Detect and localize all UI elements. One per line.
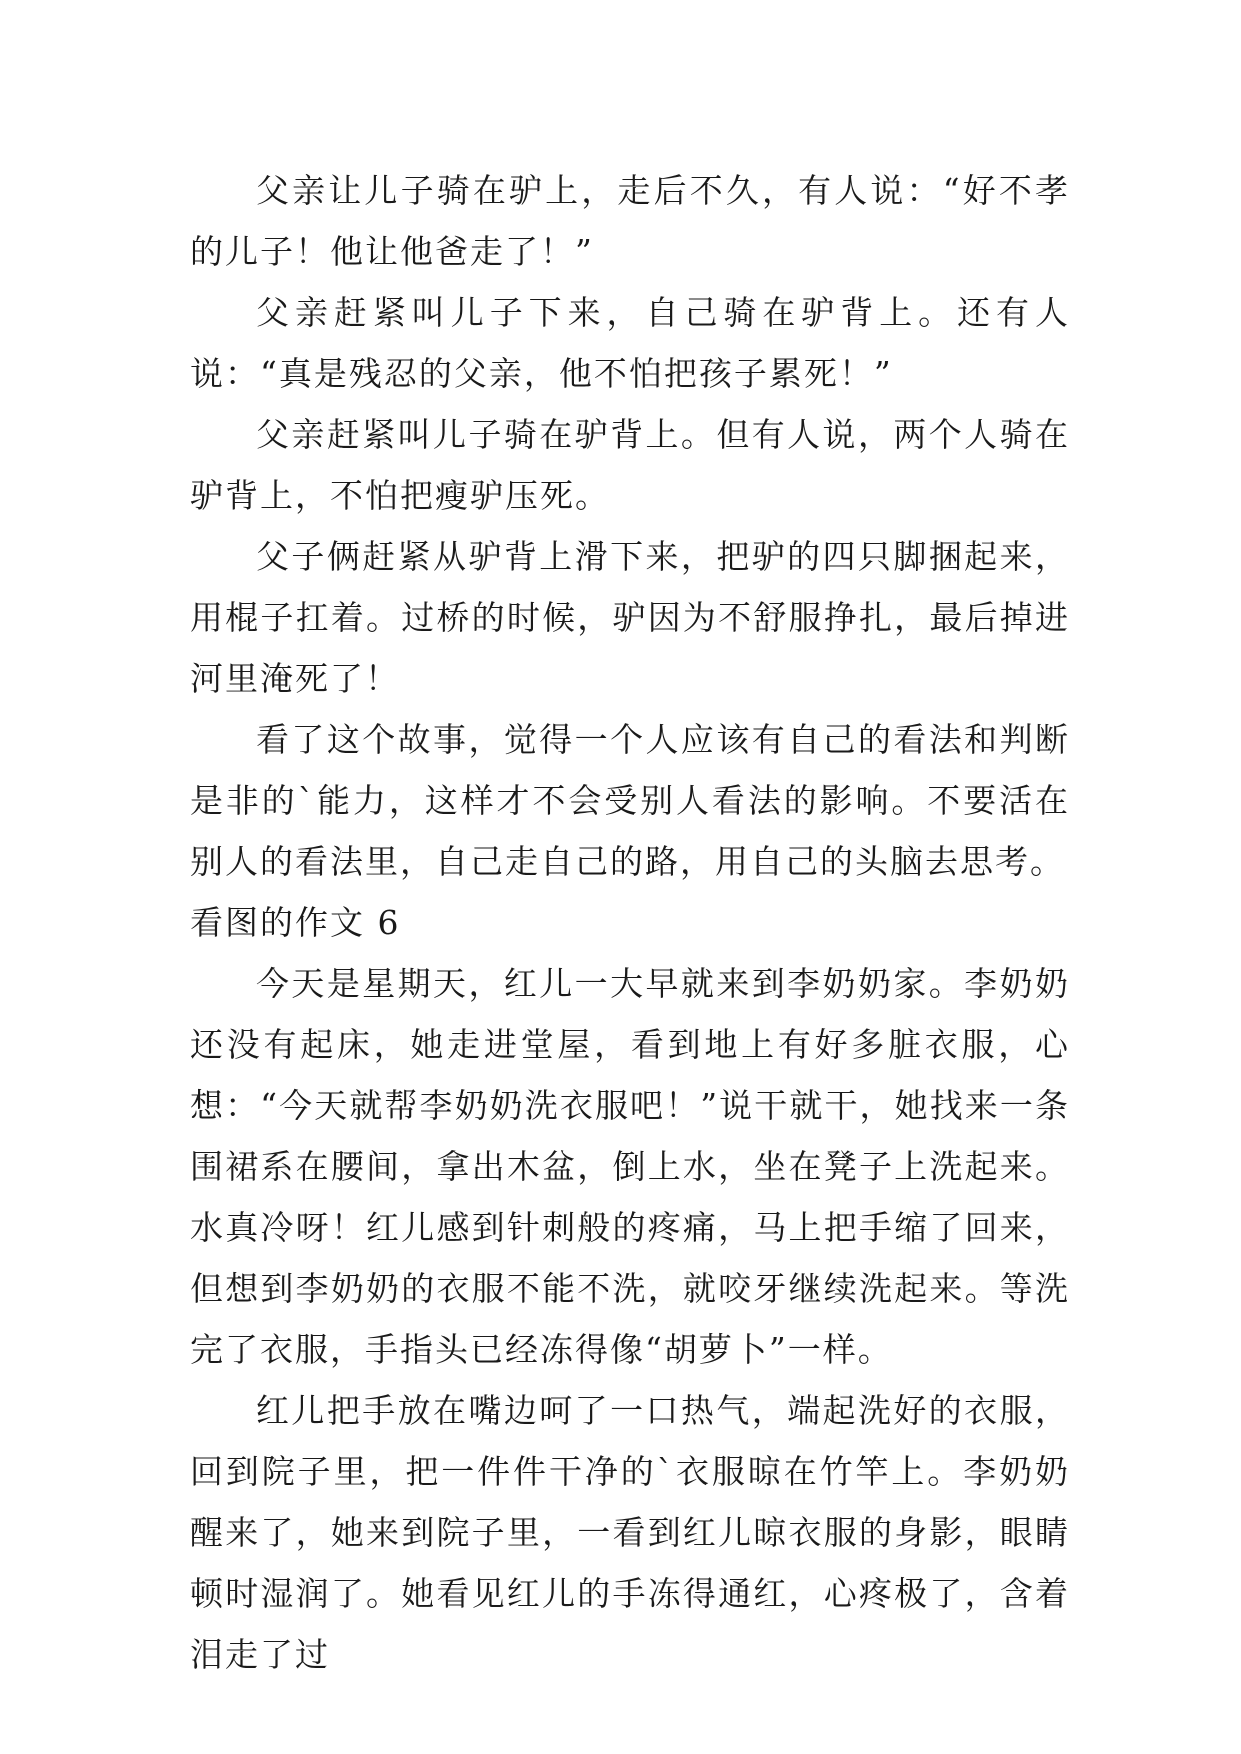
paragraph-moral: 看了这个故事，觉得一个人应该有自己的看法和判断是非的`能力，这样才不会受别人看法的影响。不要活在别人的看法里，自己走自己的路，用自己的头脑去思考。 xyxy=(190,720,1070,881)
paragraph-both-ride: 父亲赶紧叫儿子骑在驴背上。但有人说，两个人骑在驴背上，不怕把瘦驴压死。 xyxy=(190,415,1070,515)
paragraph-washing-clothes: 今天是星期天，红儿一大早就来到李奶奶家。李奶奶还没有起床，她走进堂屋，看到地上有好多脏衣服，心想：“今天就帮李奶奶洗衣服吧！”说干就干，她找来一条围裙系在腰间，拿出木盆，倒上水，坐在凳子上洗起来。水真冷呀！红儿感到针刺般的疼痛，马上把手缩了回来，但想到李奶奶的衣服不能不洗，就咬牙继续洗起来。等洗完了衣服，手指头已经冻得像“胡萝卜”一样。 xyxy=(190,964,1070,1369)
paragraph-drying-clothes: 红儿把手放在嘴边呵了一口热气，端起洗好的衣服，回到院子里，把一件件干净的`衣服晾在竹竿上。李奶奶醒来了，她来到院子里，一看到红儿晾衣服的身影，眼睛顿时湿润了。她看见红儿的手冻得通红，心疼极了，含着泪走了过 xyxy=(190,1391,1070,1674)
paragraph-carry-donkey: 父子俩赶紧从驴背上滑下来，把驴的四只脚捆起来，用棍子扛着。过桥的时候，驴因为不舒服挣扎，最后掉进河里淹死了！ xyxy=(190,537,1070,698)
paragraph-father-rides: 父亲赶紧叫儿子下来，自己骑在驴背上。还有人说：“真是残忍的父亲，他不怕把孩子累死！” xyxy=(190,293,1070,393)
document-body xyxy=(190,160,1070,1685)
section-heading: 看图的作文 6 xyxy=(190,903,401,942)
paragraph-father-son-rides: 父亲让儿子骑在驴上，走后不久，有人说：“好不孝的儿子！他让他爸走了！” xyxy=(190,171,1070,271)
